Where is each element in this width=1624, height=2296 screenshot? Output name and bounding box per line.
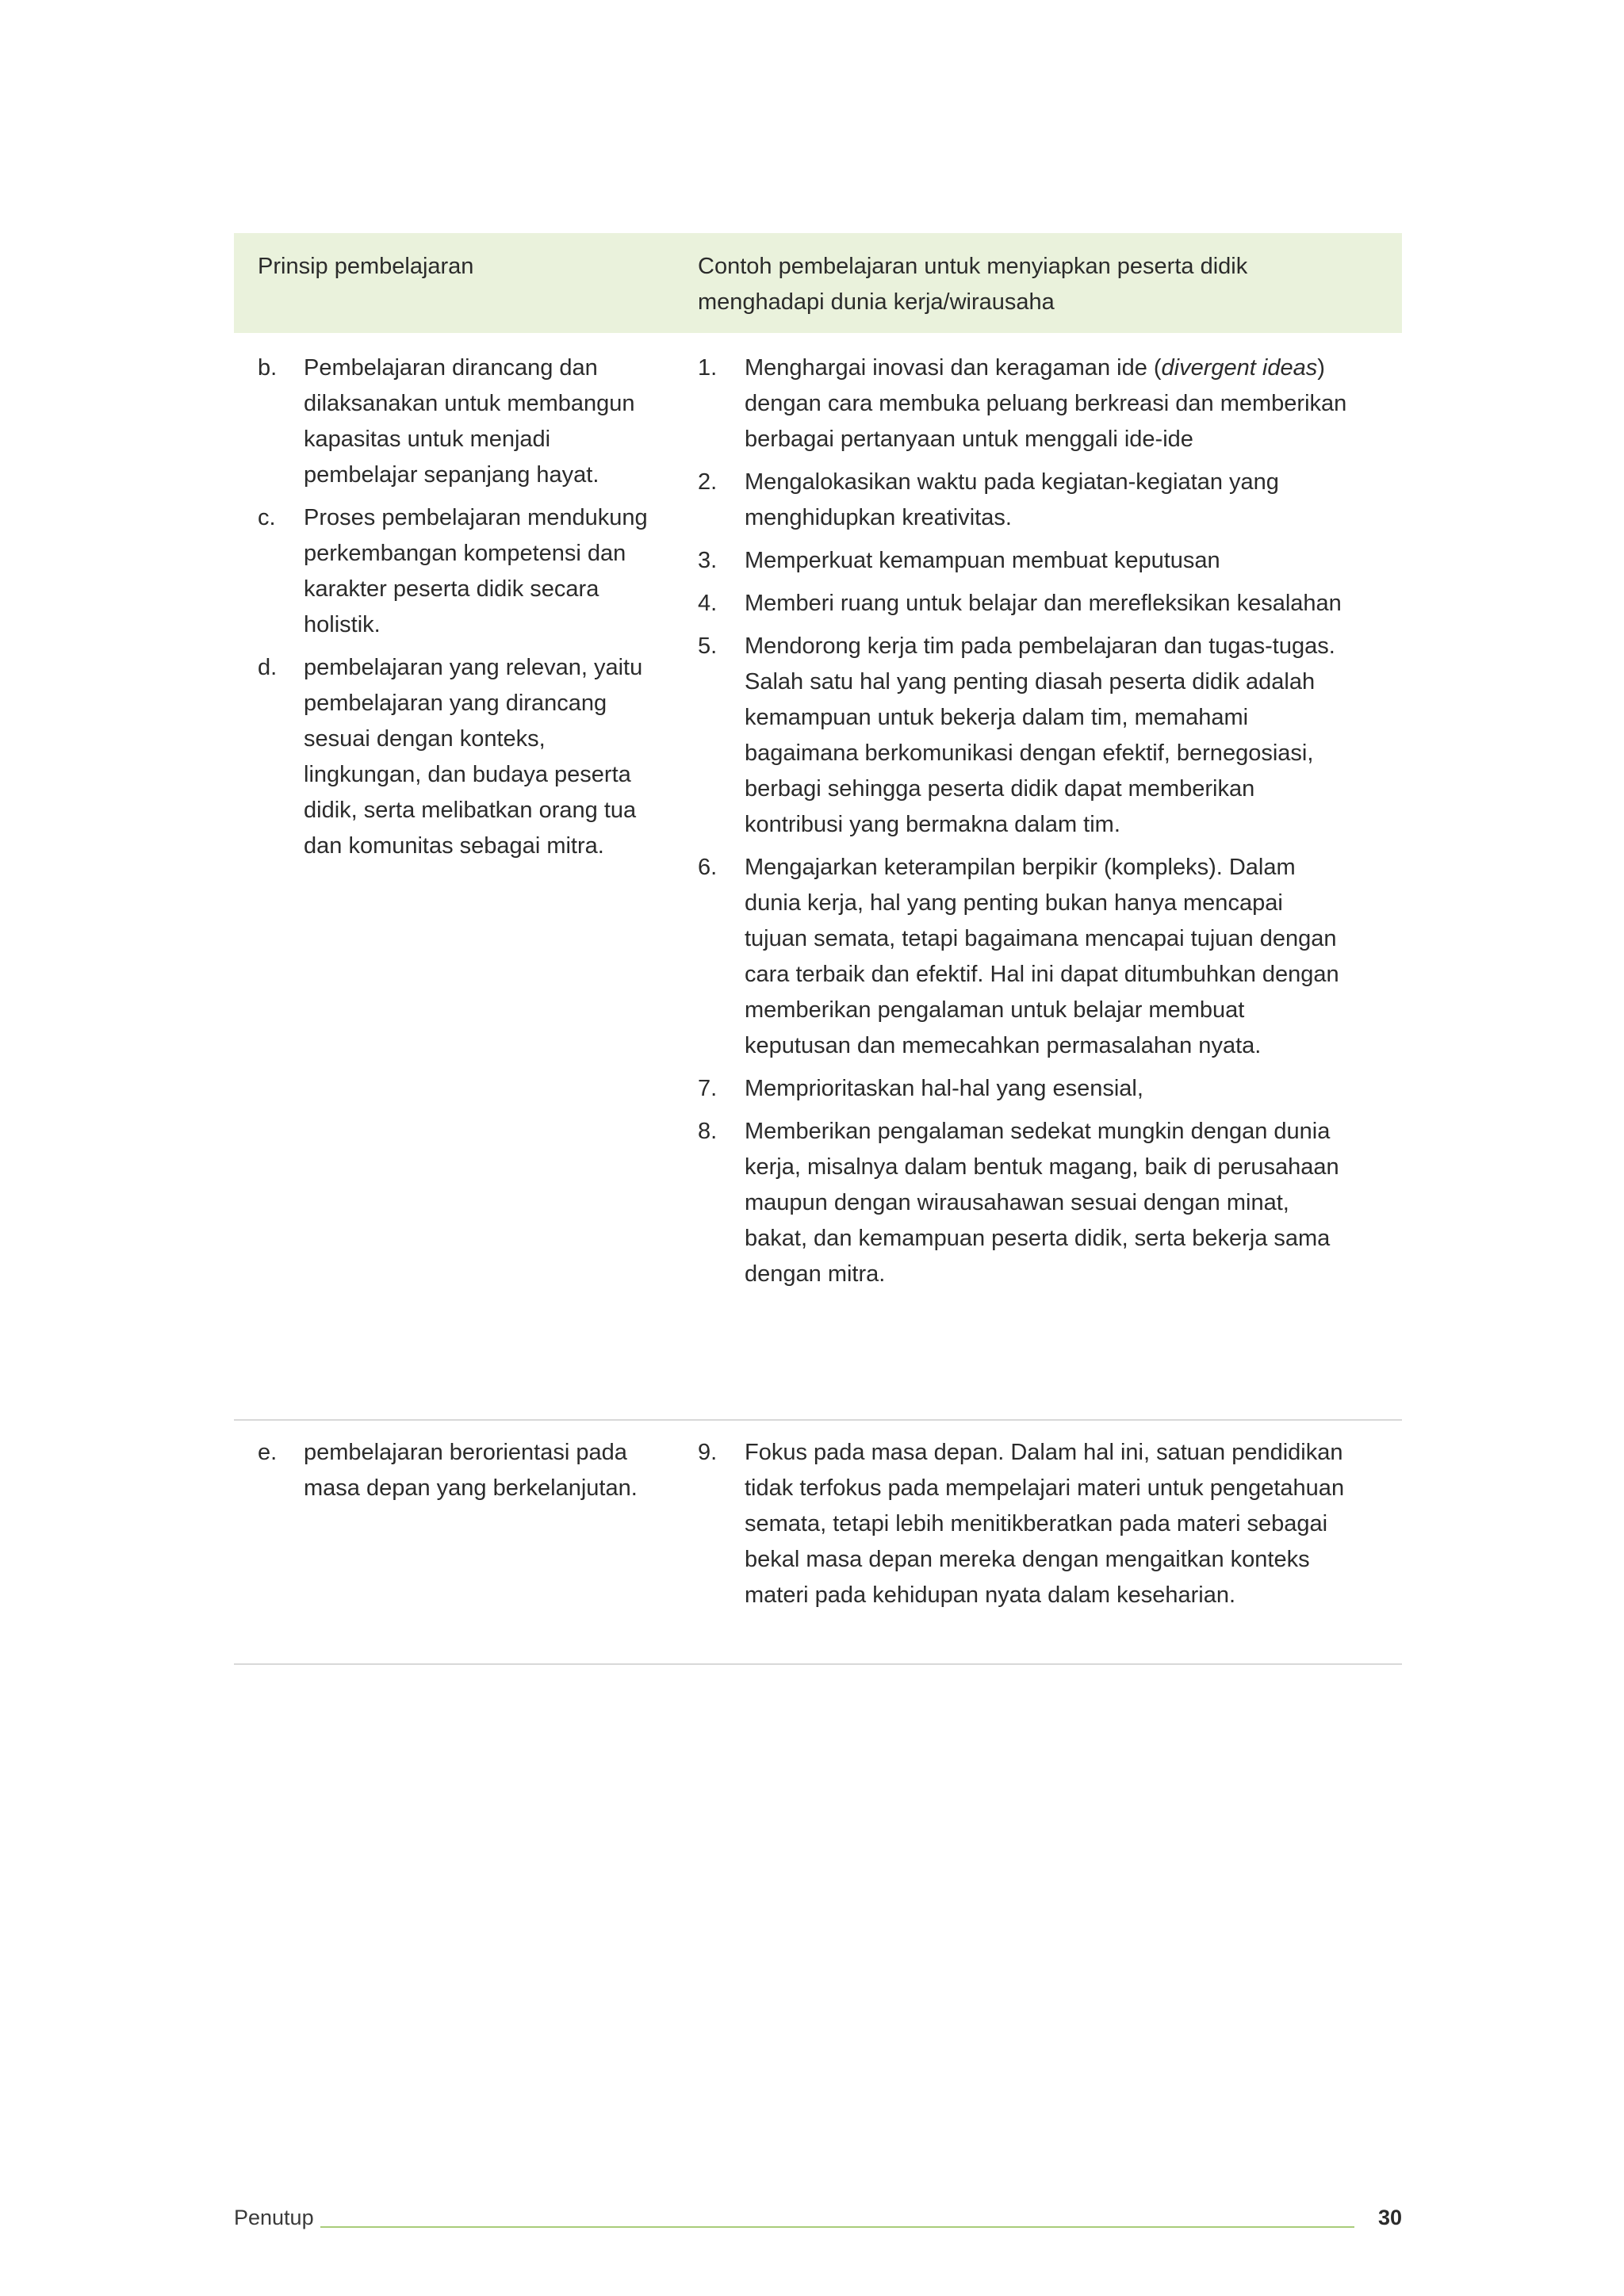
list-text: Mengajarkan keterampilan berpikir (kompleks). Dalam dunia kerja, hal yang penting bukan hanya mencapai tujuan semata, tetapi bagaimana mencapai tujuan dengan cara terbaik dan efektif. Hal ini dapat ditumbuhkan dengan memberikan pengalaman untuk belajar membuat keputusan dan memecahkan permasalahan nyata.: [745, 855, 1339, 1058]
list-marker: 5.: [698, 633, 718, 659]
text-segment: ) dengan cara membuka peluang berkreasi dan memberikan berbagai pertanyaan untuk menggali ide-ide: [745, 355, 1347, 452]
list-text: [745, 350, 1347, 457]
header-principles: Prinsip pembelajaran: [258, 254, 474, 279]
principles-table: [234, 233, 1402, 1665]
list-marker: d.: [258, 655, 278, 680]
list-marker: 2.: [698, 469, 718, 495]
examples-list: [698, 350, 1370, 1292]
list-item: [258, 650, 698, 864]
list-item: [258, 350, 698, 493]
page-number: 30: [1377, 2206, 1402, 2229]
list-marker: 6.: [698, 855, 718, 880]
list-item: [698, 1071, 1370, 1107]
list-marker: b.: [258, 355, 278, 381]
list-text: Mendorong kerja tim pada pembelajaran dan tugas-tugas. Salah satu hal yang penting diasah peserta didik adalah kemampuan untuk bekerja dalam tim, memahami bagaimana berkomunikasi dengan efektif, bernegosiasi, berbagi sehingga peserta didik dapat memberikan kontribusi yang bermakna dalam tim.: [745, 633, 1335, 837]
list-text: Memberi ruang untuk belajar dan merefleksikan kesalahan: [745, 591, 1342, 616]
list-text: Memprioritaskan hal-hal yang esensial,: [745, 1076, 1143, 1101]
list-text: Memberikan pengalaman sedekat mungkin dengan dunia kerja, misalnya dalam bentuk magang, baik di perusahaan maupun dengan wirausahawan sesuai dengan minat, bakat, dan kemampuan peserta didik, serta bekerja sama dengan mitra.: [745, 1119, 1339, 1287]
footer-section-label: Penutup: [234, 2206, 314, 2229]
list-item: [698, 850, 1370, 1064]
examples-cell: [698, 1435, 1402, 1663]
list-marker: 9.: [698, 1440, 718, 1465]
examples-list: [698, 1435, 1370, 1613]
list-marker: 3.: [698, 548, 718, 573]
list-text: Pembelajaran dirancang dan dilaksanakan untuk membangun kapasitas untuk menjadi pembelajar sepanjang hayat.: [304, 355, 635, 488]
principles-cell: [234, 1435, 698, 1663]
table-row: [234, 333, 1402, 1421]
list-item: [698, 543, 1370, 579]
principles-list: [258, 1435, 698, 1506]
text-segment: Menghargai inovasi dan keragaman ide (: [745, 355, 1162, 381]
list-item: [698, 350, 1370, 457]
list-text: Mengalokasikan waktu pada kegiatan-kegiatan yang menghidupkan kreativitas.: [745, 469, 1279, 530]
list-item: [258, 1435, 698, 1506]
footer-rule: [320, 2226, 1354, 2228]
list-item: [698, 1114, 1370, 1292]
header-examples-line1: Contoh pembelajaran untuk menyiapkan peserta didik: [698, 254, 1248, 279]
list-text: Memperkuat kemampuan membuat keputusan: [745, 548, 1220, 573]
list-text: pembelajaran yang relevan, yaitu pembelajaran yang dirancang sesuai dengan konteks, lingkungan, dan budaya peserta didik, serta melibatkan orang tua dan komunitas sebagai mitra.: [304, 655, 643, 859]
table-header: [234, 233, 1402, 333]
list-marker: e.: [258, 1440, 278, 1465]
list-text: Proses pembelajaran mendukung perkembangan kompetensi dan karakter peserta didik secara holistik.: [304, 505, 648, 637]
list-item: [698, 465, 1370, 536]
header-examples-line2: menghadapi dunia kerja/wirausaha: [698, 289, 1055, 315]
table-row: [234, 1421, 1402, 1665]
principles-cell: [234, 350, 698, 1419]
header-examples: [698, 249, 1402, 333]
list-marker: 8.: [698, 1119, 718, 1144]
principles-list: [258, 350, 698, 864]
list-text: pembelajaran berorientasi pada masa depan yang berkelanjutan.: [304, 1440, 638, 1501]
list-marker: 1.: [698, 355, 718, 381]
list-item: [258, 500, 698, 643]
examples-cell: [698, 350, 1402, 1419]
list-item: [698, 629, 1370, 843]
list-marker: c.: [258, 505, 276, 530]
list-text: Fokus pada masa depan. Dalam hal ini, satuan pendidikan tidak terfokus pada mempelajari materi untuk pengetahuan semata, tetapi lebih menitikberatkan pada materi sebagai bekal masa depan mereka dengan mengaitkan konteks materi pada kehidupan nyata dalam keseharian.: [745, 1440, 1345, 1608]
list-marker: 7.: [698, 1076, 718, 1101]
italic-term: divergent ideas: [1161, 355, 1318, 381]
page-footer: [234, 2199, 1402, 2231]
list-marker: 4.: [698, 591, 718, 616]
list-item: [698, 586, 1370, 622]
list-item: [698, 1435, 1370, 1613]
